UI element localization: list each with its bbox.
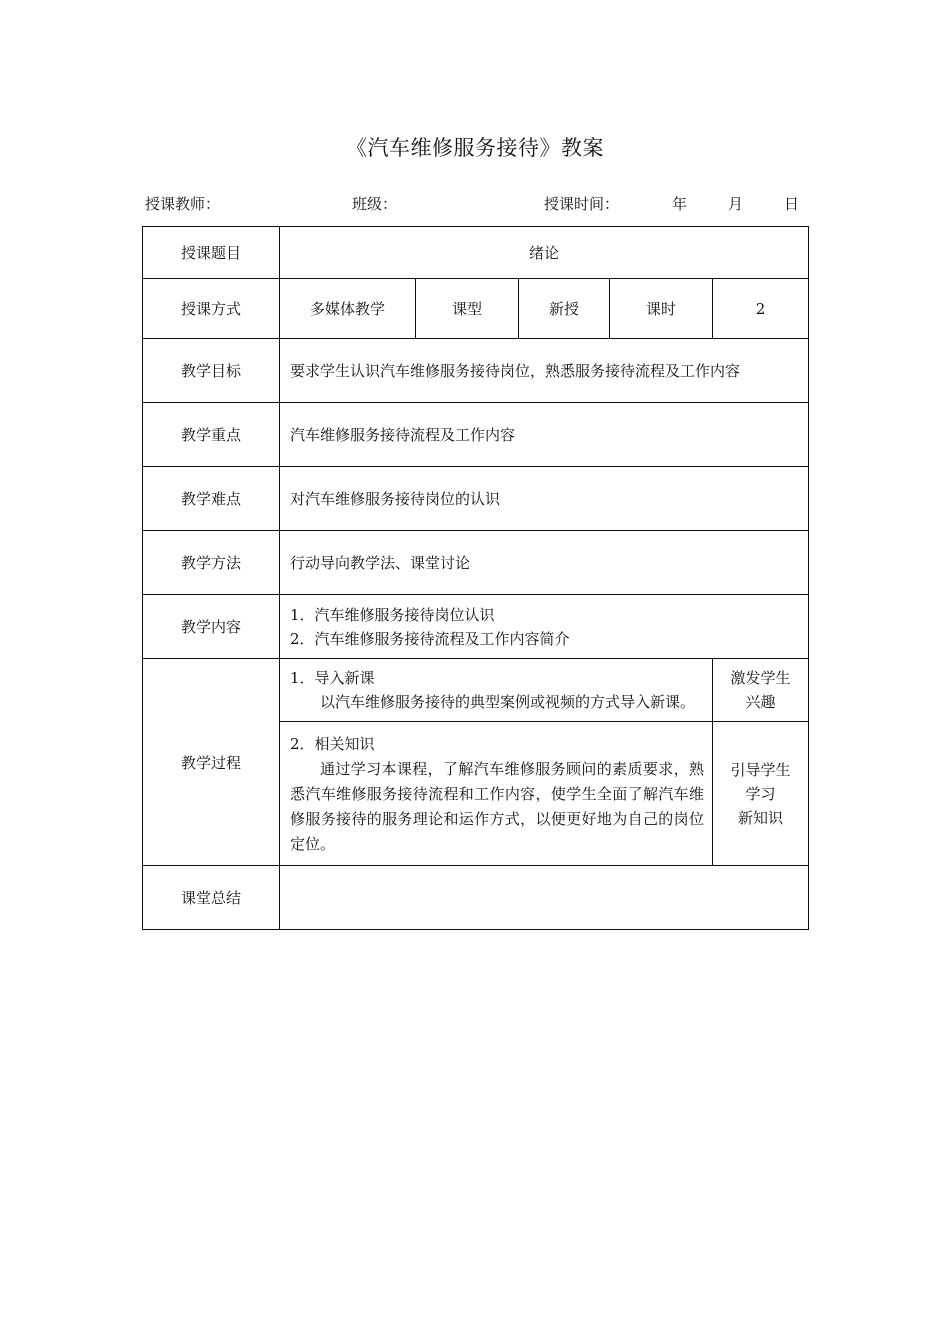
process-step-1-heading: 1．导入新课 bbox=[290, 669, 375, 687]
year-label: 年 bbox=[672, 195, 688, 213]
process-step-1-note bbox=[713, 659, 809, 722]
content-label: 教学内容 bbox=[143, 595, 280, 659]
process-step-2-text: 通过学习本课程，了解汽车维修服务顾问的素质要求，熟悉汽车维修服务接待流程和工作内容，使学生全面了解汽车维修服务接待的服务理论和运作方式，以便更好地为自己的岗位定位。 bbox=[290, 760, 704, 853]
row-process-step-1 bbox=[143, 659, 809, 722]
summary-label: 课堂总结 bbox=[143, 866, 280, 930]
goal-label: 教学目标 bbox=[143, 339, 280, 403]
lesson-type-label: 课型 bbox=[416, 279, 519, 339]
focus-label: 教学重点 bbox=[143, 403, 280, 467]
process-step-1-note-line-1: 激发学生 bbox=[730, 669, 791, 687]
approach-value: 行动导向教学法、课堂讨论 bbox=[280, 531, 809, 595]
process-step-2-note-line-3: 新知识 bbox=[738, 808, 784, 827]
teacher-label: 授课教师： bbox=[145, 195, 221, 213]
summary-value bbox=[280, 866, 809, 930]
row-difficulty bbox=[143, 467, 809, 531]
process-step-2-note-line-1: 引导学生 bbox=[730, 760, 791, 779]
process-step-1 bbox=[280, 659, 713, 722]
day-label: 日 bbox=[784, 195, 800, 213]
row-method bbox=[143, 279, 809, 339]
lesson-type-value: 新授 bbox=[519, 279, 610, 339]
content-item-1: 1．汽车维修服务接待岗位认识 bbox=[290, 605, 495, 624]
row-summary bbox=[143, 866, 809, 930]
row-approach bbox=[143, 531, 809, 595]
row-topic bbox=[143, 227, 809, 279]
row-content bbox=[143, 595, 809, 659]
month-label: 月 bbox=[728, 195, 744, 213]
process-step-1-text: 以汽车维修服务接待的典型案例或视频的方式导入新课。 bbox=[320, 693, 696, 711]
hours-label: 课时 bbox=[610, 279, 713, 339]
time-label: 授课时间： bbox=[544, 195, 620, 213]
difficulty-value: 对汽车维修服务接待岗位的认识 bbox=[280, 467, 809, 531]
process-step-2-note-line-2: 学习 bbox=[745, 784, 776, 803]
method-value: 多媒体教学 bbox=[280, 279, 416, 339]
hours-value: 2 bbox=[713, 279, 809, 339]
process-label: 教学过程 bbox=[143, 659, 280, 866]
content-item-2: 2．汽车维修服务接待流程及工作内容简介 bbox=[290, 629, 570, 648]
approach-label: 教学方法 bbox=[143, 531, 280, 595]
class-label: 班级： bbox=[352, 195, 398, 213]
process-step-2 bbox=[280, 722, 713, 866]
process-step-2-heading: 2．相关知识 bbox=[290, 735, 375, 753]
topic-value: 绪论 bbox=[280, 227, 809, 279]
focus-value: 汽车维修服务接待流程及工作内容 bbox=[280, 403, 809, 467]
row-goal bbox=[143, 339, 809, 403]
document-title: 《汽车维修服务接待》教案 bbox=[346, 136, 604, 160]
lesson-plan-table bbox=[142, 226, 809, 930]
process-step-2-note bbox=[713, 722, 809, 866]
topic-label: 授课题目 bbox=[143, 227, 280, 279]
difficulty-label: 教学难点 bbox=[143, 467, 280, 531]
content-list bbox=[280, 595, 809, 659]
method-label: 授课方式 bbox=[143, 279, 280, 339]
goal-value: 要求学生认识汽车维修服务接待岗位，熟悉服务接待流程及工作内容 bbox=[280, 339, 809, 403]
process-step-1-note-line-2: 兴趣 bbox=[745, 693, 776, 711]
row-focus bbox=[143, 403, 809, 467]
